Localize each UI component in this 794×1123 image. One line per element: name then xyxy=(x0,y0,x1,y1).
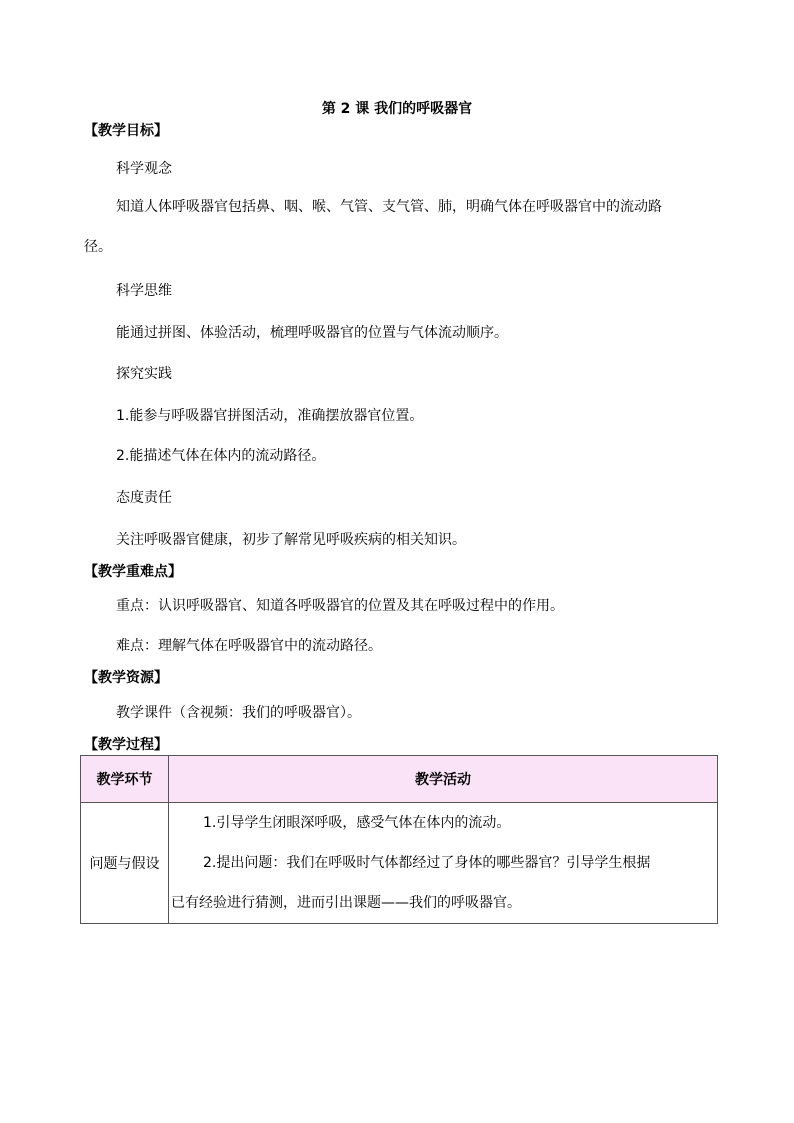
difficult-point-text: 难点：理解气体在呼吸器官中的流动路径。 xyxy=(116,638,382,654)
practice-item-2: 2.能描述气体在体内的流动路径。 xyxy=(116,448,326,464)
resources-heading: 【教学资源】 xyxy=(84,670,168,686)
activity-line-1: 1.引导学生闭眼深呼吸，感受气体在体内的流动。 xyxy=(203,815,511,831)
activity-cell xyxy=(169,803,718,924)
resources-text: 教学课件（含视频：我们的呼吸器官）。 xyxy=(116,705,361,721)
table-header-row xyxy=(81,756,718,803)
attitude-label: 态度责任 xyxy=(116,490,172,506)
col-stage-header: 教学环节 xyxy=(81,756,169,803)
page-title: 第 2 课 我们的呼吸器官 xyxy=(321,101,473,117)
thinking-text: 能通过拼图、体验活动，梳理呼吸器官的位置与气体流动顺序。 xyxy=(116,325,508,341)
key-point-text: 重点：认识呼吸器官、知道各呼吸器官的位置及其在呼吸过程中的作用。 xyxy=(116,598,564,614)
activity-line-3: 已有经验进行猜测，进而引出课题——我们的呼吸器官。 xyxy=(171,895,521,911)
col-activity-header: 教学活动 xyxy=(169,756,718,803)
key-points-heading: 【教学重难点】 xyxy=(84,564,182,580)
activity-line-2: 2.提出问题：我们在呼吸时气体都经过了身体的哪些器官？引导学生根据 xyxy=(203,855,651,871)
objectives-heading: 【教学目标】 xyxy=(84,123,168,139)
practice-item-1: 1.能参与呼吸器官拼图活动，准确摆放器官位置。 xyxy=(116,408,424,424)
attitude-text: 关注呼吸器官健康，初步了解常见呼吸疾病的相关知识。 xyxy=(116,532,466,548)
process-table xyxy=(80,755,718,924)
table-row xyxy=(81,803,718,924)
concept-label: 科学观念 xyxy=(116,161,172,177)
concept-text: 知道人体呼吸器官包括鼻、咽、喉、气管、支气管、肺，明确气体在呼吸器官中的流动路径。 xyxy=(84,199,662,255)
practice-label: 探究实践 xyxy=(116,366,172,382)
stage-cell: 问题与假设 xyxy=(81,803,169,924)
thinking-label: 科学思维 xyxy=(116,283,172,299)
process-heading: 【教学过程】 xyxy=(84,737,168,753)
